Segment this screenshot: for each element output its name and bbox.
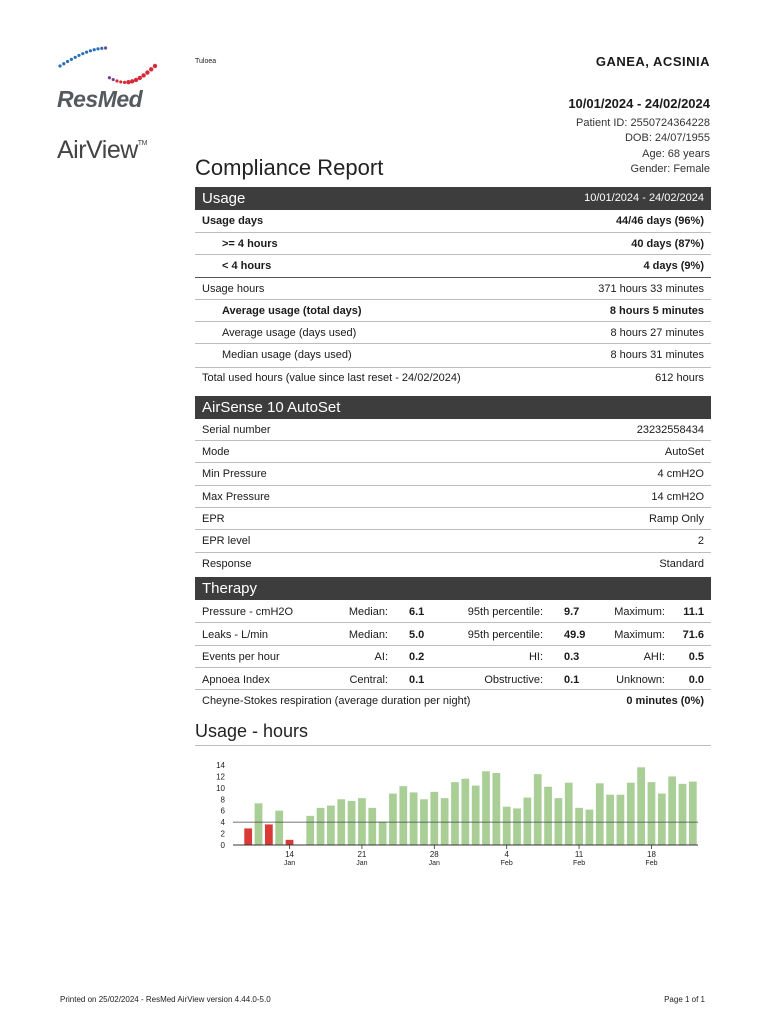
usage-row-label: Total used hours (value since last reset - 24/02/2024) bbox=[202, 372, 461, 384]
x-tick-month: Jan bbox=[356, 860, 368, 867]
footer-page: Page 1 of 1 bbox=[664, 995, 705, 1004]
usage-bar bbox=[399, 786, 407, 845]
therapy-key-3: AHI: bbox=[643, 651, 665, 663]
usage-bar bbox=[317, 808, 325, 845]
usage-row-label: < 4 hours bbox=[222, 260, 272, 272]
logo-dot bbox=[119, 80, 122, 83]
usage-bar bbox=[286, 840, 294, 845]
therapy-key-1: AI: bbox=[374, 651, 388, 663]
clinic-name: Tuloea bbox=[195, 58, 217, 65]
usage-row bbox=[195, 322, 711, 344]
logo-dot bbox=[115, 79, 118, 82]
therapy-key-2: 95th percentile: bbox=[467, 629, 543, 641]
x-tick-month: Feb bbox=[573, 860, 586, 867]
usage-row bbox=[195, 278, 711, 300]
therapy-key-2: HI: bbox=[528, 651, 543, 663]
usage-row bbox=[195, 344, 711, 368]
device-row bbox=[195, 441, 711, 463]
therapy-value-3: 0.5 bbox=[688, 651, 704, 663]
usage-section-range: 10/01/2024 - 24/02/2024 bbox=[584, 192, 704, 204]
therapy-key-3: Maximum: bbox=[614, 629, 665, 641]
usage-bar bbox=[379, 822, 387, 845]
x-tick-month: Feb bbox=[500, 860, 513, 867]
therapy-section-header bbox=[195, 577, 711, 600]
usage-bar bbox=[451, 782, 459, 845]
y-tick-label: 10 bbox=[216, 783, 225, 793]
x-tick-day: 21 bbox=[357, 850, 367, 859]
device-section-header bbox=[195, 396, 711, 419]
usage-bar bbox=[368, 808, 376, 845]
usage-row-label: >= 4 hours bbox=[222, 238, 278, 250]
therapy-row bbox=[195, 600, 711, 623]
therapy-value-3: 71.6 bbox=[682, 629, 704, 641]
logo-dot bbox=[149, 67, 153, 71]
device-row-label: Serial number bbox=[202, 424, 271, 436]
therapy-value-2: 0.3 bbox=[564, 651, 580, 663]
device-row-value: Standard bbox=[659, 558, 704, 570]
usage-bar bbox=[492, 773, 500, 845]
chart-title: Usage - hours bbox=[195, 721, 309, 741]
therapy-value-1: 0.2 bbox=[409, 651, 425, 663]
page-title: Compliance Report bbox=[195, 155, 384, 180]
footer-printed: Printed on 25/02/2024 - ResMed AirView version 4.44.0-5.0 bbox=[60, 995, 271, 1004]
logo-dot bbox=[112, 78, 115, 81]
x-tick-month: Feb bbox=[645, 860, 658, 867]
device-row bbox=[195, 419, 711, 441]
logo-dot bbox=[74, 56, 77, 59]
y-tick-label: 6 bbox=[220, 806, 225, 816]
usage-row-value: 612 hours bbox=[655, 372, 704, 384]
x-tick-day: 14 bbox=[285, 850, 294, 859]
csr-row bbox=[195, 690, 711, 713]
usage-bar bbox=[255, 803, 263, 845]
usage-bar bbox=[606, 795, 614, 845]
usage-bar bbox=[503, 807, 511, 845]
usage-bar bbox=[327, 806, 335, 845]
therapy-key-1: Median: bbox=[348, 629, 388, 641]
device-row-label: EPR level bbox=[202, 535, 251, 547]
usage-bar bbox=[617, 795, 625, 845]
usage-bar bbox=[586, 810, 594, 845]
logo-dot bbox=[93, 48, 96, 51]
logo-dot bbox=[153, 64, 157, 68]
chart-divider bbox=[195, 745, 711, 746]
device-row-label: Min Pressure bbox=[202, 468, 267, 480]
therapy-row bbox=[195, 623, 711, 646]
device-row bbox=[195, 508, 711, 530]
usage-row-label: Average usage (total days) bbox=[222, 305, 362, 317]
usage-bar bbox=[306, 816, 314, 845]
therapy-key-1: Central: bbox=[349, 674, 388, 686]
usage-row bbox=[195, 233, 711, 255]
usage-bar bbox=[596, 783, 604, 845]
therapy-value-1: 5.0 bbox=[409, 629, 425, 641]
logo-dot bbox=[89, 49, 92, 52]
usage-bar bbox=[430, 792, 438, 845]
usage-bar bbox=[410, 792, 418, 845]
device-row bbox=[195, 530, 711, 553]
usage-bar bbox=[534, 774, 542, 845]
usage-bar bbox=[627, 783, 635, 845]
logo-dot bbox=[96, 47, 99, 50]
y-tick-label: 8 bbox=[220, 795, 225, 805]
usage-row bbox=[195, 255, 711, 278]
logo-dot bbox=[141, 73, 145, 77]
therapy-value-2: 9.7 bbox=[564, 606, 580, 618]
usage-bar bbox=[637, 767, 645, 845]
logo-dot bbox=[77, 54, 80, 57]
logo-dot bbox=[138, 76, 142, 80]
usage-row-value: 44/46 days (96%) bbox=[615, 215, 704, 227]
therapy-key-2: Obstructive: bbox=[484, 674, 543, 686]
x-tick-day: 18 bbox=[647, 850, 656, 859]
therapy-row-label: Leaks - L/min bbox=[202, 629, 269, 641]
therapy-value-3: 11.1 bbox=[683, 606, 704, 618]
therapy-row-label: Pressure - cmH2O bbox=[202, 606, 294, 618]
usage-bar bbox=[679, 784, 687, 845]
therapy-value-3: 0.0 bbox=[688, 674, 704, 686]
usage-row-label: Median usage (days used) bbox=[222, 349, 352, 361]
usage-row bbox=[195, 210, 711, 233]
usage-bar bbox=[482, 771, 490, 845]
x-tick-month: Jan bbox=[283, 860, 296, 867]
usage-hours-chart bbox=[195, 755, 711, 875]
usage-bar bbox=[275, 811, 283, 845]
x-tick-day: 28 bbox=[429, 850, 439, 859]
usage-bar bbox=[389, 794, 397, 845]
usage-row-value: 8 hours 27 minutes bbox=[610, 327, 704, 339]
logo-dot bbox=[126, 80, 130, 84]
y-tick-label: 4 bbox=[220, 818, 225, 828]
logo-dot bbox=[66, 60, 69, 63]
usage-bar bbox=[513, 808, 521, 845]
usage-bar bbox=[555, 798, 563, 845]
therapy-row bbox=[195, 645, 711, 668]
usage-bar bbox=[358, 798, 366, 845]
usage-row-value: 40 days (87%) bbox=[631, 238, 704, 250]
usage-bar bbox=[441, 798, 449, 845]
patient-age: Age: 68 years bbox=[642, 148, 710, 160]
logo-dot bbox=[62, 62, 65, 65]
device-row-value: 23232558434 bbox=[636, 424, 704, 436]
usage-bar bbox=[575, 808, 583, 845]
device-row-label: Mode bbox=[202, 446, 230, 458]
y-tick-label: 0 bbox=[220, 841, 225, 850]
usage-row-value: 4 days (9%) bbox=[643, 260, 704, 272]
usage-section-header bbox=[195, 187, 711, 210]
logo-dot bbox=[104, 46, 107, 49]
therapy-value-1: 0.1 bbox=[409, 674, 425, 686]
logo-dot bbox=[100, 47, 103, 50]
therapy-key-3: Unknown: bbox=[616, 674, 665, 686]
device-row bbox=[195, 486, 711, 508]
logo-dot bbox=[123, 81, 126, 84]
usage-bar bbox=[265, 824, 273, 845]
usage-row-value: 371 hours 33 minutes bbox=[598, 283, 704, 295]
device-section-title: AirSense 10 AutoSet bbox=[202, 399, 341, 416]
csr-label: Cheyne-Stokes respiration (average duration per night) bbox=[202, 695, 471, 707]
therapy-key-2: 95th percentile: bbox=[467, 606, 543, 618]
device-row-value: Ramp Only bbox=[648, 513, 704, 525]
usage-row-label: Usage days bbox=[202, 215, 264, 227]
usage-bar bbox=[523, 798, 531, 845]
usage-row-label: Average usage (days used) bbox=[222, 327, 357, 339]
usage-bar bbox=[244, 828, 252, 845]
device-row-value: 14 cmH2O bbox=[651, 491, 704, 503]
device-row-value: 2 bbox=[697, 535, 704, 547]
usage-bar bbox=[472, 786, 480, 845]
usage-row bbox=[195, 368, 711, 392]
logo-dot bbox=[134, 78, 138, 82]
device-row-label: EPR bbox=[202, 513, 225, 525]
y-tick-label: 12 bbox=[216, 772, 225, 782]
x-tick-day: 11 bbox=[574, 850, 584, 859]
usage-bar bbox=[544, 787, 552, 845]
usage-section-title: Usage bbox=[202, 190, 246, 207]
usage-row-value: 8 hours 5 minutes bbox=[609, 305, 704, 317]
logo-dot bbox=[85, 51, 88, 54]
logo-dot bbox=[145, 70, 149, 74]
resmed-brand: ResMed bbox=[57, 86, 143, 112]
therapy-section-title: Therapy bbox=[202, 580, 258, 597]
x-tick-month: Jan bbox=[428, 860, 440, 867]
logo-dot bbox=[108, 76, 111, 79]
y-tick-label: 14 bbox=[216, 761, 225, 770]
x-tick-day: 4 bbox=[504, 850, 509, 859]
therapy-value-2: 0.1 bbox=[564, 674, 580, 686]
usage-row-value: 8 hours 31 minutes bbox=[610, 349, 704, 361]
therapy-value-2: 49.9 bbox=[564, 629, 586, 641]
therapy-row-label: Events per hour bbox=[202, 651, 280, 663]
patient-name: GANEA, ACSINIA bbox=[595, 54, 710, 69]
device-row-label: Max Pressure bbox=[202, 491, 270, 503]
usage-row bbox=[195, 300, 711, 322]
therapy-row bbox=[195, 668, 711, 690]
y-tick-label: 2 bbox=[220, 829, 225, 839]
logo-dot bbox=[70, 58, 73, 61]
logo-dot bbox=[130, 79, 134, 83]
device-row-label: Response bbox=[202, 558, 252, 570]
device-row-value: 4 cmH2O bbox=[657, 468, 704, 480]
csr-value: 0 minutes (0%) bbox=[626, 695, 704, 707]
device-row bbox=[195, 463, 711, 486]
usage-bar bbox=[348, 801, 356, 845]
patient-gender: Gender: Female bbox=[630, 163, 710, 175]
therapy-value-1: 6.1 bbox=[409, 606, 425, 618]
logo-dot bbox=[58, 64, 61, 67]
usage-bar bbox=[461, 779, 469, 845]
airview-product: AirView™ bbox=[57, 136, 147, 164]
patient-dob: DOB: 24/07/1955 bbox=[624, 132, 710, 144]
therapy-key-1: Median: bbox=[348, 606, 388, 618]
therapy-row-label: Apnoea Index bbox=[202, 674, 270, 686]
device-row-value: AutoSet bbox=[664, 446, 704, 458]
logo-dot bbox=[81, 52, 84, 55]
usage-bar bbox=[668, 776, 676, 845]
usage-bar bbox=[648, 782, 656, 845]
device-row bbox=[195, 553, 711, 577]
resmed-logo-icon bbox=[55, 40, 160, 85]
therapy-key-3: Maximum: bbox=[614, 606, 665, 618]
usage-row-label: Usage hours bbox=[202, 283, 265, 295]
usage-bar bbox=[565, 783, 573, 845]
report-date-range: 10/01/2024 - 24/02/2024 bbox=[568, 96, 710, 111]
usage-bar bbox=[658, 794, 666, 845]
usage-bar bbox=[689, 782, 697, 845]
patient-id: Patient ID: 2550724364228 bbox=[576, 117, 710, 129]
